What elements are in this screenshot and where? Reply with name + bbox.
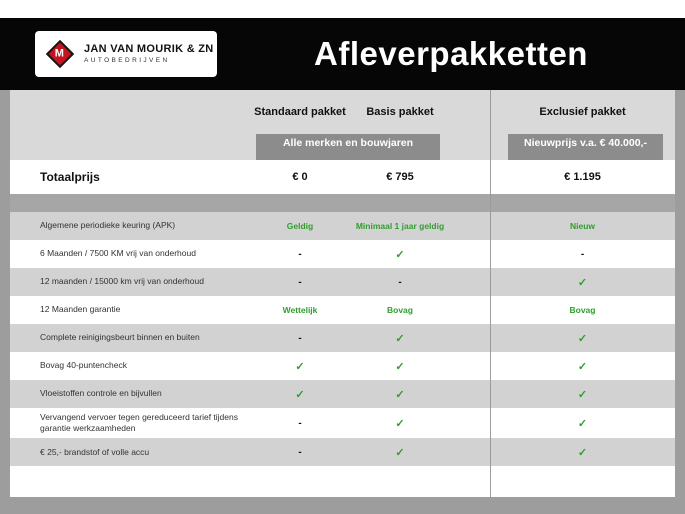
feature-value: ✓	[395, 446, 405, 459]
left-rail	[0, 90, 10, 514]
feature-row	[10, 324, 675, 352]
feature-value: ✓	[295, 388, 305, 401]
table-header	[10, 90, 675, 160]
feature-value: Bovag	[569, 305, 596, 315]
feature-value: ✓	[395, 360, 405, 373]
feature-label: € 25,- brandstof of volle accu	[40, 446, 150, 457]
feature-value: Nieuw	[569, 221, 596, 231]
feature-value: -	[580, 248, 585, 260]
total-value: € 1.195	[564, 171, 601, 183]
column-header-basis-pakket: Basis pakket	[366, 106, 434, 118]
feature-row	[10, 380, 675, 408]
feature-value: ✓	[577, 360, 588, 373]
feature-value: ✓	[577, 276, 588, 289]
feature-value: Wettelijk	[282, 305, 318, 315]
feature-value: ✓	[395, 248, 405, 261]
header-bar	[0, 18, 685, 90]
feature-value: Bovag	[387, 305, 413, 315]
feature-value: -	[298, 446, 302, 458]
separator-band	[10, 194, 675, 212]
feature-value: ✓	[577, 332, 588, 345]
logo-mark-icon	[45, 39, 75, 69]
feature-value: -	[398, 276, 402, 288]
bottom-bar	[0, 497, 685, 514]
logo-monogram: M	[55, 47, 65, 60]
feature-value: ✓	[395, 332, 405, 345]
feature-value: ✓	[395, 417, 405, 430]
logo-text	[84, 43, 214, 64]
feature-label: 12 maanden / 15000 km vrij van onderhoud	[40, 276, 204, 287]
feature-value: ✓	[577, 388, 588, 401]
feature-value: ✓	[295, 360, 305, 373]
total-value: € 0	[292, 171, 308, 183]
column-header-exclusief-pakket: Exclusief pakket	[539, 106, 626, 118]
column-divider	[490, 90, 491, 497]
feature-value: ✓	[577, 417, 588, 430]
right-rail	[675, 90, 685, 514]
badge-alle-merken: Alle merken en bouwjaren	[256, 134, 440, 160]
feature-value: Geldig	[286, 221, 314, 231]
feature-row	[10, 212, 675, 240]
feature-value: -	[298, 417, 302, 429]
feature-row	[10, 408, 675, 438]
feature-label: Complete reinigingsbeurt binnen en buiten	[40, 332, 200, 343]
logo-subtitle: AUTOBEDRIJVEN	[84, 57, 170, 65]
badge-nieuwprijs: Nieuwprijs v.a. € 40.000,-	[508, 134, 663, 160]
feature-row	[10, 438, 675, 466]
feature-row	[10, 296, 675, 324]
feature-row	[10, 240, 675, 268]
feature-value: Minimaal 1 jaar geldig	[355, 221, 445, 231]
feature-value: ✓	[577, 446, 588, 459]
feature-value: -	[298, 248, 302, 260]
feature-label: Vervangend vervoer tegen gereduceerd tarief tijdens garantie werkzaamheden	[40, 412, 238, 434]
feature-row	[10, 352, 675, 380]
feature-row	[10, 268, 675, 296]
package-table	[10, 90, 675, 497]
feature-label: 6 Maanden / 7500 KM vrij van onderhoud	[40, 248, 196, 259]
feature-value: -	[298, 332, 302, 344]
feature-label: Algemene periodieke keuring (APK)	[40, 220, 176, 231]
total-row	[10, 160, 675, 194]
feature-label: Bovag 40-puntencheck	[40, 360, 127, 371]
total-label: Totaalprijs	[40, 170, 100, 184]
feature-label: 12 Maanden garantie	[40, 304, 121, 315]
page-title: Afleverpakketten	[314, 35, 588, 72]
column-header-standaard-pakket: Standaard pakket	[254, 106, 346, 118]
feature-label: Vloeistoffen controle en bijvullen	[40, 388, 162, 399]
logo-name: JAN VAN MOURIK & ZN	[84, 43, 214, 56]
feature-value: ✓	[395, 388, 405, 401]
company-logo	[35, 31, 217, 77]
feature-value: -	[298, 276, 302, 288]
total-value: € 795	[386, 171, 414, 183]
